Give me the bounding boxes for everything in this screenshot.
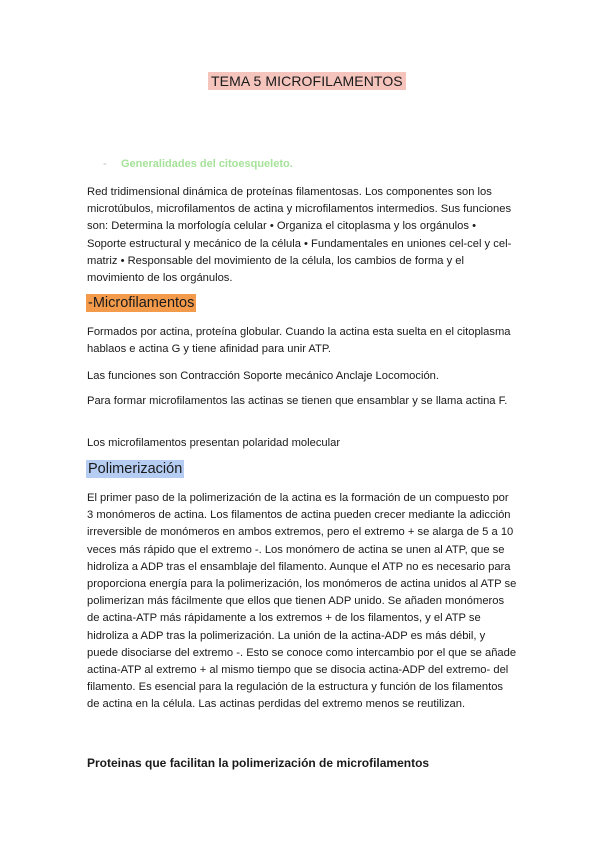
page-title: TEMA 5 MICROFILAMENTOS	[208, 72, 406, 90]
paragraph-actina-f: Para formar microfilamentos las actinas se tienen que ensamblar y se llama actina F.	[87, 395, 508, 407]
section-heading-polimerizacion: Polimerización	[88, 461, 183, 477]
bullet-item	[103, 158, 293, 170]
paragraph-funciones: Las funciones son Contracción Soporte mecánico Anclaje Locomoción.	[87, 370, 439, 382]
intro-paragraph: Red tridimensional dinámica de proteínas filamentosas. Los componentes son los microtúbulos, microfilamentos de actina y microfilamentos intermedios. Sus funciones son: Determina la morfología celular • Organiza el citoplasma y los orgánulos • Soporte estructural y mecánico de la célula • Fundamentales en uniones cel-cel y cel-matriz • Responsable del movimiento de la célula, los cambios de forma y el movimiento de los orgánulos.	[87, 186, 512, 285]
bullet-marker: -	[103, 158, 107, 170]
bullet-text: Generalidades del citoesqueleto.	[121, 158, 293, 170]
section-heading-proteinas: Proteinas que facilitan la polimerización de microfilamentos	[87, 756, 430, 770]
section-heading-microfilamentos: -Microfilamentos	[88, 295, 195, 311]
paragraph-polaridad: Los microfilamentos presentan polaridad molecular	[87, 437, 341, 449]
paragraph-polimerizacion: El primer paso de la polimerización de la actina es la formación de un compuesto por 3 monómeros de actina. Los filamentos de actina pueden crecer mediante la adicción irreversible de monómeros en ambos extremos, pero el extremo + se alarga de 5 a 10 veces más rápido que el extremo -. Los monómero de actina se unen al ATP, que se hidroliza a ADP tras el ensamblaje del filamento. Aunque el ATP no es necesario para proporciona energía para la polimerización, los monómeros de actina unidos al ATP se polimerizan más fácilmente que ellos que tienen ADP unido. Se añaden monómeros de actina-ATP más rápidamente a los extremos + de los filamentos, y el ATP se hidroliza a ADP tras la polimerización. La unión de la actina-ADP es más débil, y puede disociarse del extremo -. Esto se conoce como intercambio por el que se añade actina-ATP al extremo + al mismo tiempo que se disocia actina-ADP del extremo- del filamento. Es esencial para la regulación de la estructura y función de los filamentos de actina en la célula. Las actinas perdidas del extremo menos se reutilizan.	[87, 492, 517, 711]
paragraph-actina: Formados por actina, proteína globular. Cuando la actina esta suelta en el citoplasma hablaos e actina G y tiene afinidad para unir ATP.	[87, 326, 511, 356]
